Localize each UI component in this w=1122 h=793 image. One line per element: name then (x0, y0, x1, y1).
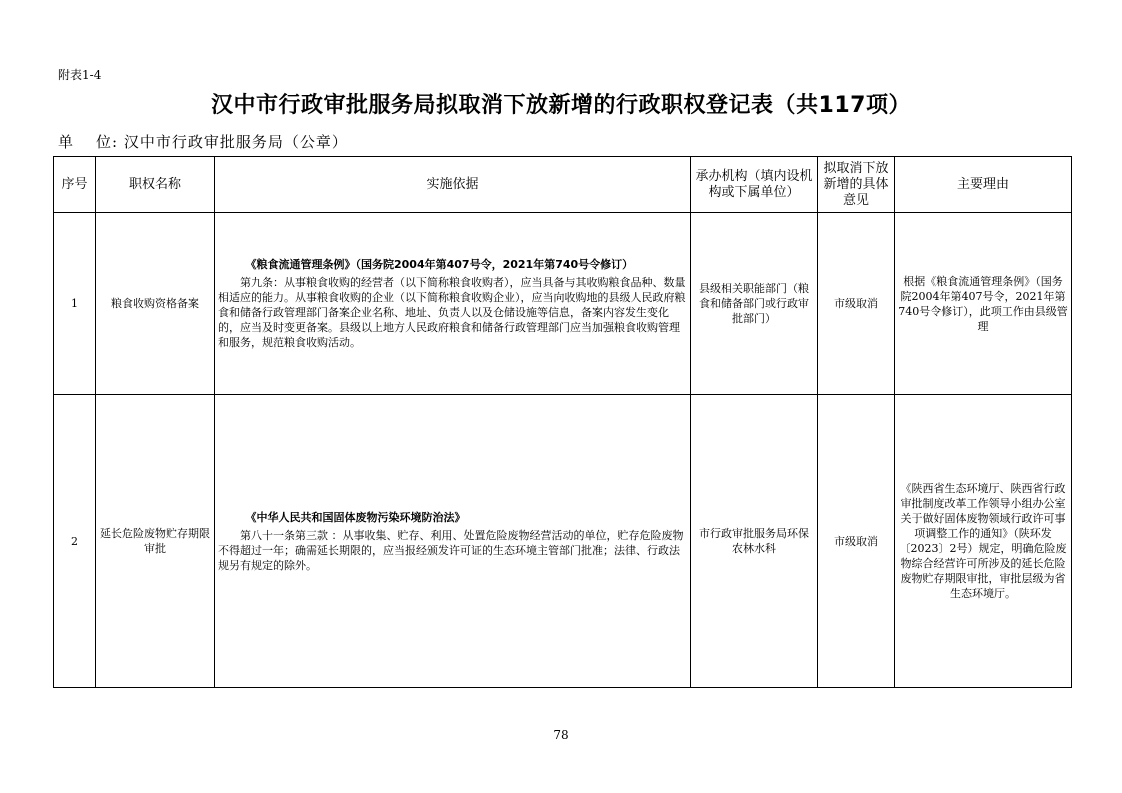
law-text: 第九条：从事粮食收购的经营者（以下简称粮食收购者），应当具备与其收购粮食品种、数量相适应的能力。从事粮食收购的企业（以下简称粮食收购企业），应当向收购地的县级人民政府粮食和储备行政管理部门备案企业名称、地址、负责人以及仓储设施等信息，备案内容发生变化的，应当及时变更备案。县级以上地方人民政府粮食和储备行政管理部门应当加强粮食收购管理和服务，规范粮食收购活动。 (218, 276, 686, 349)
unit-value: 汉中市行政审批服务局（公章） (123, 133, 348, 151)
table-row (54, 395, 1072, 688)
cell-reason: 《陕西省生态环境厅、陕西省行政审批制度改革工作领导小组办公室关于做好固体废物领域行政许可事项调整工作的通知》（陕环发〔2023〕2号）规定，明确危险废物综合经营许可所涉及的延长危险废物贮存期限审批，审批层级为省生态环境厅。 (895, 395, 1072, 688)
cell-agency: 市行政审批服务局环保农林水科 (691, 395, 818, 688)
table-row (54, 213, 1072, 395)
header-agency: 承办机构（填内设机构或下属单位） (691, 157, 818, 213)
unit-line (58, 131, 348, 152)
header-reason: 主要理由 (895, 157, 1072, 213)
unit-label-b: 位: (96, 133, 119, 151)
cell-seq: 1 (54, 213, 96, 395)
cell-name: 延长危险废物贮存期限审批 (96, 395, 215, 688)
header-opinion: 拟取消下放新增的具体意见 (818, 157, 895, 213)
registration-table (53, 156, 1072, 688)
page-number: 78 (553, 728, 569, 742)
law-title: 《粮食流通管理条例》（国务院2004年第407号令，2021年第740号令修订） (245, 258, 634, 271)
cell-name: 粮食收购资格备案 (96, 213, 215, 395)
page-title: 汉中市行政审批服务局拟取消下放新增的行政职权登记表（共117项） (211, 93, 911, 118)
cell-basis (215, 213, 691, 395)
cell-seq: 2 (54, 395, 96, 688)
cell-agency: 县级相关职能部门（粮食和储备部门或行政审批部门） (691, 213, 818, 395)
law-title: 《中华人民共和国固体废物污染环境防治法》 (245, 510, 466, 524)
cell-opinion: 市级取消 (818, 395, 895, 688)
cell-opinion: 市级取消 (818, 213, 895, 395)
header-basis: 实施依据 (215, 157, 691, 213)
unit-label-a: 单 (58, 133, 75, 151)
cell-reason: 根据《粮食流通管理条例》（国务院2004年第407号令，2021年第740号令修订），此项工作由县级管理 (895, 213, 1072, 395)
header-seq: 序号 (54, 157, 96, 213)
table-header-row (54, 157, 1072, 213)
attachment-label: 附表1-4 (58, 68, 102, 82)
cell-basis (215, 395, 691, 688)
law-text: 第八十一条第三款 ：从事收集、贮存、利用、处置危险废物经营活动的单位，贮存危险废物不得超过一年；确需延长期限的，应当报经颁发许可证的生态环境主管部门批准；法律、行政法规另有规定的除外。 (218, 528, 684, 572)
header-name: 职权名称 (96, 157, 215, 213)
